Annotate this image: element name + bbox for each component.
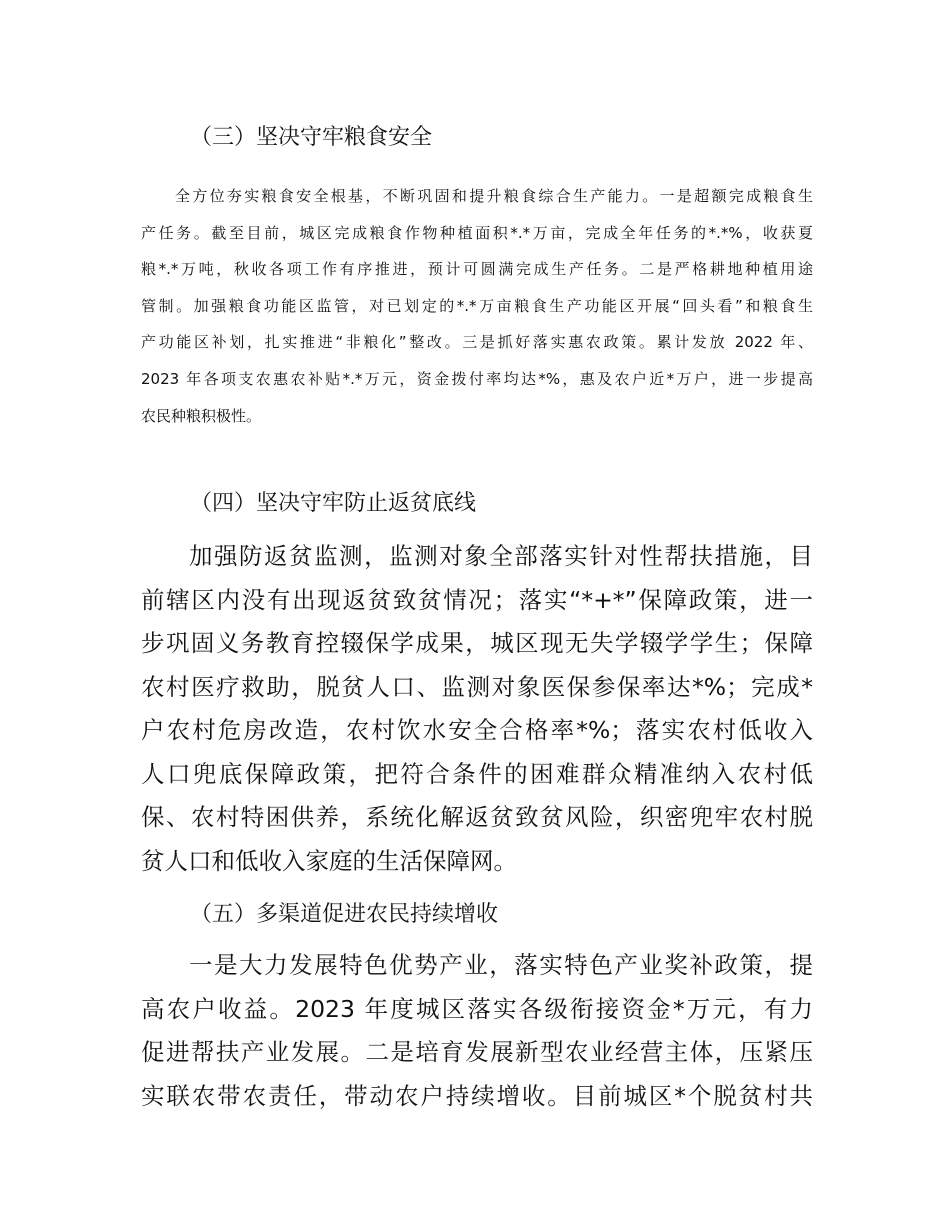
paragraph-line: 步巩固义务教育控辍保学成果，城区现无失学辍学学生；保障 (141, 629, 813, 657)
paragraph-farmer-income (141, 944, 813, 1118)
section-heading-farmer-income: （五）多渠道促进农民持续增收 (190, 902, 499, 927)
paragraph-line: 加强防返贫监测，监测对象全部落实针对性帮扶措施，目 (189, 542, 813, 570)
paragraph-line: 实联农带农责任，带动农户持续增收。目前城区*个脱贫村共 (141, 1081, 813, 1110)
paragraph-line: 产功能区补划，扎实推进“非粮化”整改。三是抓好落实惠农政策。累计发放 2022 年、 (141, 333, 813, 352)
paragraph-line: 户农村危房改造，农村饮水安全合格率*%；落实农村低收入 (141, 716, 813, 744)
paragraph-poverty-prevention (141, 535, 813, 883)
paragraph-grain-security (141, 178, 813, 434)
paragraph-line: 全方位夯实粮食安全根基，不断巩固和提升粮食综合生产能力。一是超额完成粮食生 (175, 187, 813, 205)
paragraph-line: 促进帮扶产业发展。二是培育发展新型农业经营主体，压紧压 (141, 1038, 813, 1066)
paragraph-line: 人口兜底保障政策，把符合条件的困难群众精准纳入农村低 (141, 759, 813, 788)
paragraph-line: 管制。加强粮食功能区监管，对已划定的*.*万亩粮食生产功能区开展“回头看”和粮食生 (141, 296, 813, 315)
section-heading-grain-security: （三）坚决守牢粮食安全 (190, 125, 433, 150)
paragraph-line: 农民种粮积极性。 (141, 406, 262, 425)
paragraph-line: 贫人口和低收入家庭的生活保障网。 (141, 846, 517, 875)
paragraph-line: 保、农村特困供养，系统化解返贫致贫风险，织密兜牢农村脱 (141, 803, 813, 831)
paragraph-line: 前辖区内没有出现返贫致贫情况；落实“*+*”保障政策，进一 (141, 585, 813, 614)
paragraph-line: 粮*.*万吨，秋收各项工作有序推进，预计可圆满完成生产任务。二是严格耕地种植用途 (141, 260, 813, 279)
paragraph-line: 一是大力发展特色优势产业，落实特色产业奖补政策，提 (189, 951, 813, 979)
paragraph-line: 高农户收益。2023 年度城区落实各级衔接资金*万元，有力 (141, 994, 813, 1023)
paragraph-line: 农村医疗救助，脱贫人口、监测对象医保参保率达*%；完成* (141, 672, 813, 701)
paragraph-line: 产任务。截至目前，城区完成粮食作物种植面积*.*万亩，完成全年任务的*.*%，收获夏 (141, 223, 813, 242)
paragraph-line: 2023 年各项支农惠农补贴*.*万元，资金拨付率均达*%，惠及农户近*万户，进一步提高 (141, 369, 813, 388)
section-heading-poverty-prevention: （四）坚决守牢防止返贫底线 (190, 491, 477, 516)
